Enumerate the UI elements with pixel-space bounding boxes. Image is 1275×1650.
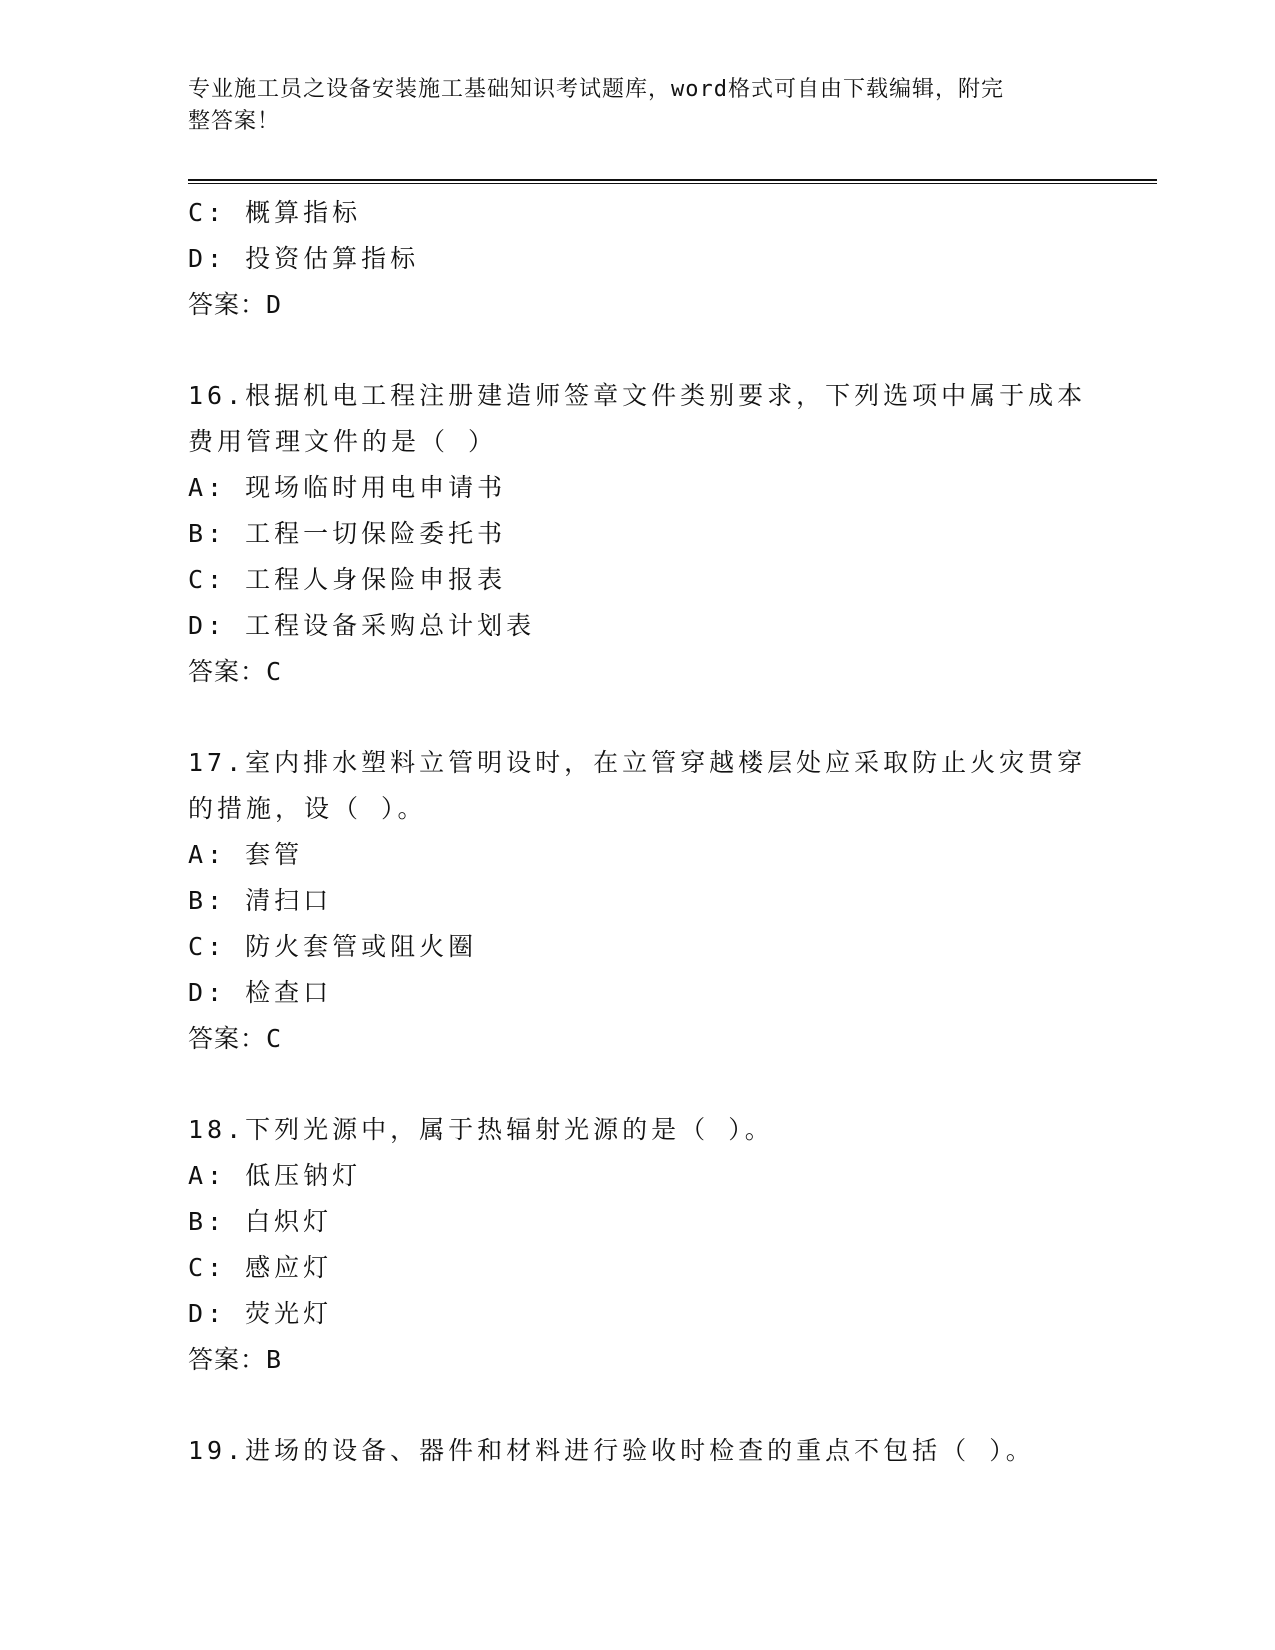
option-d <box>188 970 1088 1016</box>
question-text: 18.下列光源中，属于热辐射光源的是（ ）。 <box>188 1115 774 1144</box>
option-text: 概算指标 <box>245 198 362 227</box>
option-text: 感应灯 <box>245 1253 333 1282</box>
option-d <box>188 1291 1088 1337</box>
question-block-17 <box>188 740 1088 1062</box>
option-b <box>188 878 1088 924</box>
option-text: 套管 <box>245 840 304 869</box>
option-c <box>188 190 1088 236</box>
answer-value: D <box>266 290 283 319</box>
answer-line <box>188 282 1088 328</box>
answer-line <box>188 1016 1088 1062</box>
option-text: 荧光灯 <box>245 1299 333 1328</box>
option-label: D: <box>188 1299 227 1328</box>
question-text: 19.进场的设备、器件和材料进行验收时检查的重点不包括（ ）。 <box>188 1436 1035 1465</box>
answer-value: C <box>266 657 283 686</box>
option-text: 低压钠灯 <box>245 1161 362 1190</box>
document-header <box>188 74 1068 138</box>
answer-label: 答案： <box>188 1345 267 1374</box>
option-c <box>188 924 1088 970</box>
option-label: D: <box>188 611 227 640</box>
option-a <box>188 465 1088 511</box>
option-text: 工程一切保险委托书 <box>245 519 507 548</box>
option-label: A: <box>188 840 227 869</box>
question-text: 16.根据机电工程注册建造师签章文件类别要求，下列选项中属于成本 <box>188 381 1087 410</box>
question-block-prev <box>188 190 1088 328</box>
option-d <box>188 603 1088 649</box>
header-divider-thin <box>188 183 1157 184</box>
question-text: 17.室内排水塑料立管明设时，在立管穿越楼层处应采取防止火灾贯穿 <box>188 748 1087 777</box>
option-label: C: <box>188 565 227 594</box>
question-text: 费用管理文件的是（ ） <box>188 427 498 456</box>
option-label: D: <box>188 244 227 273</box>
option-text: 防火套管或阻火圈 <box>245 932 478 961</box>
question-block-18 <box>188 1107 1088 1383</box>
option-text: 白炽灯 <box>245 1207 333 1236</box>
option-label: D: <box>188 978 227 1007</box>
option-c <box>188 557 1088 603</box>
option-a <box>188 1153 1088 1199</box>
question-block-19 <box>188 1428 1088 1474</box>
question-list <box>188 190 1088 1474</box>
answer-label: 答案： <box>188 1024 267 1053</box>
option-text: 清扫口 <box>245 886 333 915</box>
option-b <box>188 511 1088 557</box>
header-divider-thick <box>188 179 1157 181</box>
header-line-1: 专业施工员之设备安装施工基础知识考试题库，word格式可自由下载编辑，附完 <box>188 77 1004 102</box>
answer-value: C <box>266 1024 283 1053</box>
option-b <box>188 1199 1088 1245</box>
option-label: B: <box>188 519 227 548</box>
header-line-2: 整答案！ <box>188 109 281 134</box>
option-label: C: <box>188 932 227 961</box>
answer-label: 答案： <box>188 657 267 686</box>
option-text: 检查口 <box>245 978 333 1007</box>
option-d <box>188 236 1088 282</box>
option-label: C: <box>188 198 227 227</box>
option-text: 工程人身保险申报表 <box>245 565 507 594</box>
answer-label: 答案： <box>188 290 267 319</box>
option-label: A: <box>188 1161 227 1190</box>
answer-line <box>188 1337 1088 1383</box>
option-label: C: <box>188 1253 227 1282</box>
option-label: B: <box>188 886 227 915</box>
answer-line <box>188 649 1088 695</box>
option-c <box>188 1245 1088 1291</box>
option-text: 现场临时用电申请书 <box>245 473 507 502</box>
option-a <box>188 832 1088 878</box>
question-text: 的措施，设（ ）。 <box>188 794 427 823</box>
answer-value: B <box>266 1345 283 1374</box>
option-text: 工程设备采购总计划表 <box>245 611 536 640</box>
option-label: A: <box>188 473 227 502</box>
option-label: B: <box>188 1207 227 1236</box>
question-block-16 <box>188 373 1088 695</box>
option-text: 投资估算指标 <box>245 244 420 273</box>
